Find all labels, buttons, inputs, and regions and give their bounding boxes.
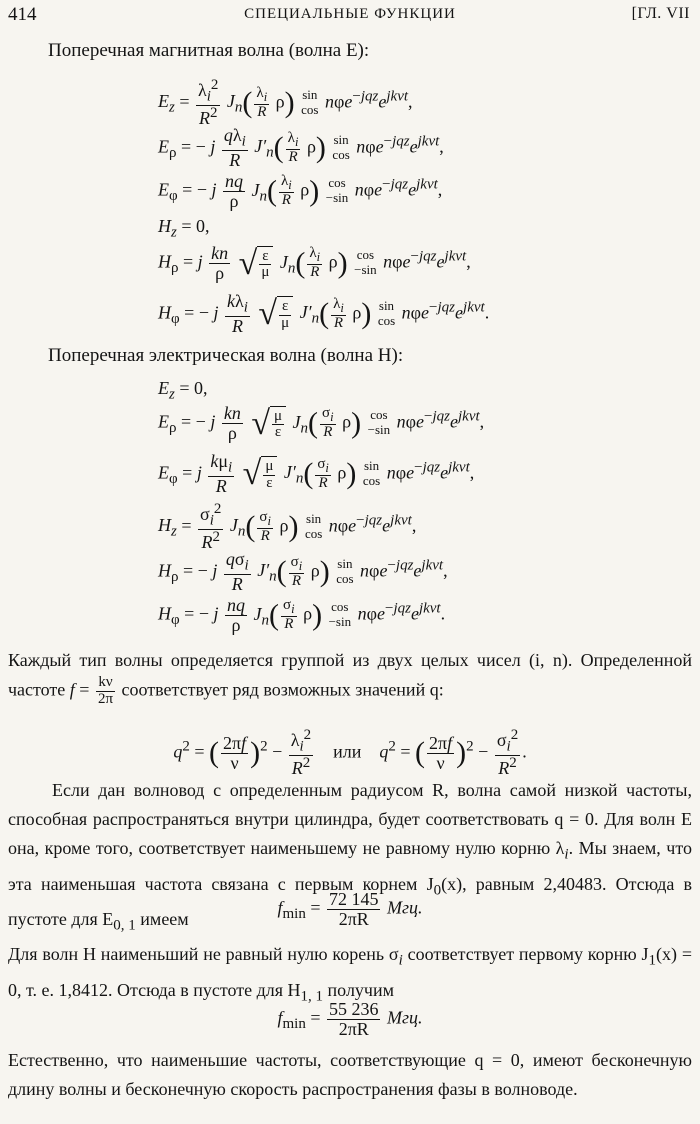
or-word: или <box>333 741 362 762</box>
equation-e-ephi: $E_\varphi$ = − j $\frac{nq}{\rho}$ $J_n$( $\frac{\lambda_i}{R}$ ρ) cos −sin $n\varphi e^{-jqz}e^{jkvt}$, <box>158 171 443 211</box>
frequency-numerator: kν <box>96 675 115 692</box>
equation-e-ez: $E_z$ = $\frac{\lambda_i^2}{R^2}$ $J_n$( $\frac{\lambda_i}{R}$ ρ) sin cos $n\varphi e^{-jqz}e^{jkvt}$, <box>158 77 413 129</box>
equation-fmin-h: $f_{min}$ = $\frac{55 236}{2\pi R}$ Мгц. <box>277 999 423 1039</box>
running-title: СПЕЦИАЛЬНЫЕ ФУНКЦИИ <box>244 6 456 22</box>
fmin-h-numerator: 55 236 <box>328 999 379 1019</box>
equation-q-squared: $q^2$ = ( $\frac{2\pi f}{\nu}$ )$^2$ − $\frac{\lambda_i^2}{R^2}$ или $q^2$ = ( $\frac{2\pi f}{\nu}$ )$^2$ − $\frac{\sigma_i^2}{R^2}$ . <box>173 727 527 779</box>
paragraph-3-text-c: (x) = 0, т. е. 1,8412. Отсюда в пустоте для H <box>8 944 692 1000</box>
paragraph-3-text-d: получим <box>323 979 395 1000</box>
equation-fmin-e: $f_{min}$ = $\frac{72 145}{2\pi R}$ Мгц. <box>277 889 423 929</box>
paragraph-h-waves: Для волн H наименьший не равный нулю корень $\sigma_i$ соответствует первому корню $J_1(x) = 0$, т. е. 1,8412. Отсюда в пустоте для $H_{1, 1}$ получим <box>8 944 692 1005</box>
fmin-h-denominator: 2πR <box>338 1018 369 1039</box>
equation-h-hrho: $H_\rho$ = − j $q\sigma_i$ R $J'_n$( $\frac{\sigma_i}{R}$ ρ) sin cos $n\varphi e^{-jqz}e^{jkvt}$, <box>158 549 448 595</box>
equation-e-erho: $E_\rho$ = − j $q\lambda_i$ R $J'_n$( $\frac{\lambda_i}{R}$ ρ) sin cos $n\varphi e^{-jqz}e^{jkvt}$, <box>158 125 444 171</box>
paragraph-lowest-frequency: Если дан волновод с определенным радиусом R, волна самой низкой частоты, способная распространяться внутри цилиндра, будет соответствовать q = 0. Для волн E она, кроме того, соответствует наименьшему не равному нулю корню $\lambda_i$. Мы знаем, что эта наименьшая частота связана с первым корнем $J_0(x)$, равным 2,40483. Отсюда в пустоте для $E_{0, 1}$ имеем <box>8 780 692 934</box>
paragraph-3-text-b: соответствует первому корню J <box>402 944 649 964</box>
running-header <box>0 4 700 30</box>
fmin-e-denominator: 2πR <box>338 908 369 929</box>
paragraph-conclusion: Естественно, что наименьшие частоты, соответствующие q = 0, имеют бесконечную длину волны и бесконечную скорость распространения фазы в волноводе. <box>8 1050 692 1099</box>
page-number: 414 <box>8 4 37 25</box>
fmin-e-unit: Мгц. <box>386 897 423 918</box>
section-e-title: Поперечная магнитная волна (волна E): <box>48 40 370 61</box>
paragraph-2-text-b: . Мы знаем, что эта наименьшая частота связана с первым корнем J <box>8 838 692 894</box>
paragraph-wave-type: Каждый тип волны определяется группой из двух целых чисел (i, n). Определенной частоте f = $\frac{k\nu}{2\pi}$ соответствует ряд возможных значений q: <box>8 650 692 707</box>
paragraph-2-text-d: имеем <box>135 909 189 930</box>
equation-e-hz: $H_z = 0$, <box>158 216 210 241</box>
equation-h-erho: $E_\rho$ = − j $\frac{kn}{\rho}$ √ $\frac{\mu}{\varepsilon}$ $J_n$( $\frac{\sigma_i}{R}$ ρ) cos −sin $n\varphi e^{-jqz}e^{jkvt}$, <box>158 403 485 443</box>
paragraph-2-text-c: (x), равным 2,40483. Отсюда в пустоте для E <box>8 873 692 930</box>
frequency-denominator: 2π <box>97 690 114 707</box>
equation-e-hrho: $H_\rho = j$ $\frac{kn}{\rho}$ √ $\frac{\varepsilon}{\mu}$ $J_n$( $\frac{\lambda_i}{R}$ ρ) cos −sin $n\varphi e^{-jqz}e^{jkvt}$, <box>158 243 471 283</box>
equation-h-ephi: $E_\varphi = j$ $k\mu_i$ R √ $\frac{\mu}{\varepsilon}$ $J'_n$( $\frac{\sigma_i}{R}$ ρ) sin cos $n\varphi e^{-jqz}e^{jkvt}$, <box>158 451 475 497</box>
chapter-label: [ГЛ. VII <box>631 5 690 22</box>
equation-h-hz: $H_z$ = $\frac{\sigma_i^2}{R^2}$ $J_n$( $\frac{\sigma_i}{R}$ ρ) sin cos $n\varphi e^{-jqz}e^{jkvt}$, <box>158 501 417 553</box>
section-h-title: Поперечная электрическая волна (волна H): <box>48 345 404 366</box>
equation-e-hphi: $H_\varphi$ = − j $k\lambda_i$ R √ $\frac{\varepsilon}{\mu}$ $J'_n$( $\frac{\lambda_i}{R}$ ρ) sin cos $n\varphi e^{-jqz}e^{jkvt}$. <box>158 291 490 337</box>
paragraph-1-text-a: Каждый тип волны определяется группой из двух целых чисел (i, n). Определенной частоте <box>8 650 692 700</box>
paragraph-3-text-a: Для волн H наименьший не равный нулю корень σ <box>8 944 399 964</box>
paragraph-1-text-b: соответствует ряд возможных значений q: <box>121 679 444 700</box>
fmin-e-numerator: 72 145 <box>328 889 379 909</box>
equation-h-hphi: $H_\varphi$ = − j $\frac{nq}{\rho}$ $J_n$( $\frac{\sigma_i}{R}$ ρ) cos −sin $n\varphi e^{-jqz}e^{jkvt}$. <box>158 595 446 635</box>
equation-h-ez: $E_z = 0$, <box>158 378 208 403</box>
fmin-h-unit: Мгц. <box>386 1007 423 1028</box>
paragraph-2-text-a: Если дан волновод с определенным радиусом R, волна самой низкой частоты, способная распространяться внутри цилиндра, будет соответствовать q = 0. Для волн E она, кроме того, соответствует наименьшему не равному нулю корню λ <box>8 780 692 858</box>
